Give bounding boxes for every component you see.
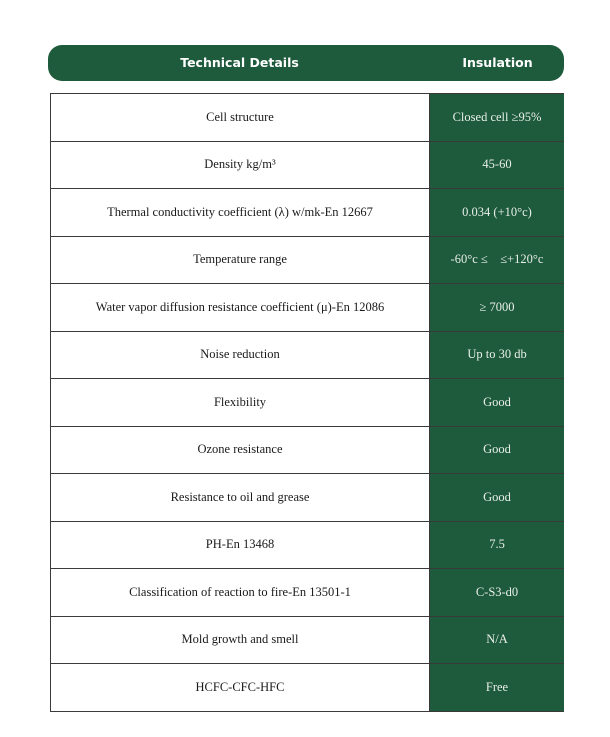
row-label: Cell structure — [51, 94, 430, 141]
table-row — [51, 617, 564, 665]
row-label: HCFC-CFC-HFC — [51, 664, 430, 711]
table-row — [51, 427, 564, 475]
row-label: Flexibility — [51, 379, 430, 426]
row-value: 0.034 (+10°c) — [430, 189, 564, 236]
row-value: -60°c ≤ ≤+120°c — [430, 237, 564, 284]
row-value: ≥ 7000 — [430, 284, 564, 331]
row-value: C-S3-d0 — [430, 569, 564, 616]
row-value: Good — [430, 474, 564, 521]
table-row — [51, 332, 564, 380]
row-label: Ozone resistance — [51, 427, 430, 474]
row-label: Density kg/m³ — [51, 142, 430, 189]
specs-table — [50, 93, 564, 712]
row-label: Mold growth and smell — [51, 617, 430, 664]
table-row — [51, 474, 564, 522]
table-row — [51, 94, 564, 142]
row-label: Noise reduction — [51, 332, 430, 379]
row-label: Thermal conductivity coefficient (λ) w/mk-En 12667 — [51, 189, 430, 236]
table-row — [51, 522, 564, 570]
row-label: PH-En 13468 — [51, 522, 430, 569]
row-label: Classification of reaction to fire-En 13501-1 — [51, 569, 430, 616]
row-label: Resistance to oil and grease — [51, 474, 430, 521]
table-row — [51, 664, 564, 712]
row-value: 7.5 — [430, 522, 564, 569]
header-insulation: Insulation — [462, 55, 533, 70]
row-value: N/A — [430, 617, 564, 664]
row-value: Up to 30 db — [430, 332, 564, 379]
row-value: 45-60 — [430, 142, 564, 189]
table-row — [51, 189, 564, 237]
row-value: Closed cell ≥95% — [430, 94, 564, 141]
table-row — [51, 379, 564, 427]
table-row — [51, 284, 564, 332]
table-row — [51, 237, 564, 285]
header-technical-details: Technical Details — [180, 55, 299, 70]
row-label: Water vapor diffusion resistance coefficient (μ)-En 12086 — [51, 284, 430, 331]
table-header — [48, 45, 564, 81]
row-label: Temperature range — [51, 237, 430, 284]
table-row — [51, 142, 564, 190]
row-value: Free — [430, 664, 564, 711]
row-value: Good — [430, 427, 564, 474]
table-row — [51, 569, 564, 617]
row-value: Good — [430, 379, 564, 426]
